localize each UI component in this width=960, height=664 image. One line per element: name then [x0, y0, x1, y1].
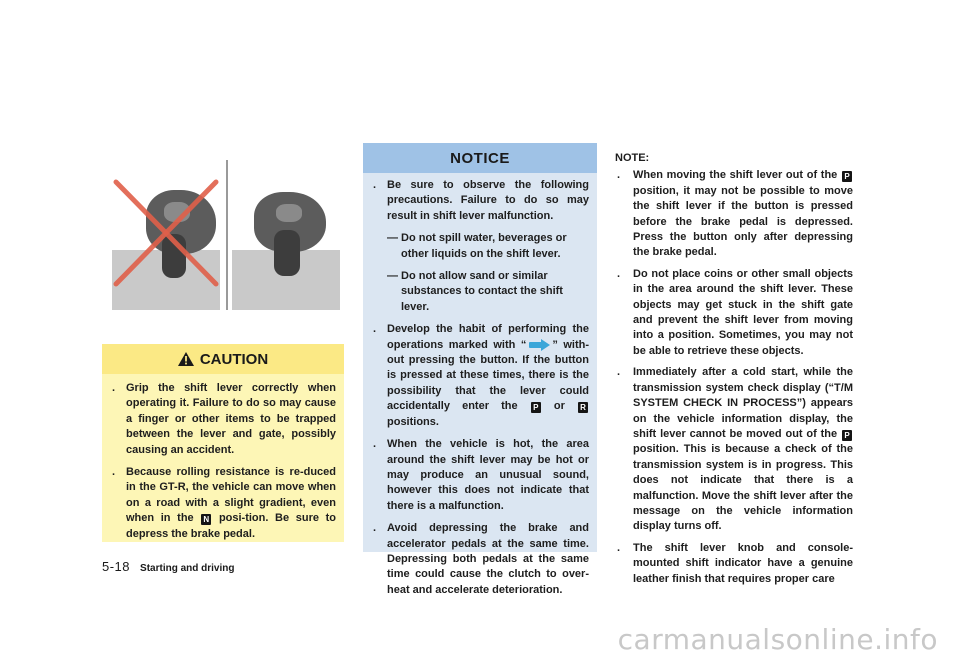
caution-title: CAUTION [199, 350, 269, 368]
caution-item: . Because rolling resistance is re-duced in the GT-R, the vehicle can move when on a road with a slight gradient, even when in the N posi-tion. Be sure to depress the brake pedal. [112, 466, 337, 540]
shift-lever-grip-figure [112, 160, 342, 310]
notice-header [363, 143, 597, 173]
caution-list [102, 381, 336, 549]
park-position-icon: P [531, 402, 541, 413]
reverse-position-icon: R [578, 402, 588, 413]
note-heading: NOTE: [615, 152, 650, 164]
correct-grip-photo [232, 160, 340, 310]
park-position-icon: P [842, 430, 852, 441]
note-item: . Immediately after a cold start, while the transmission system check display (“T/M SYSTEM CHECK IN PROCESS”) appears on the vehicle information display, the shift lever cannot be moved out of the P position. This is because a check of the transmission system is in progress. This does not indicate that there is a malfunction. Move the shift lever after the message on the vehicle information display turns off. [617, 366, 853, 533]
note-item: . When moving the shift lever out of the P position, it may not be possible to move the shift lever if the button is pressed before the brake pedal is depressed. Press the button only after depressing the brake pedal. [617, 169, 853, 259]
notice-subitem: — Do not spill water, beverages or other liquids on the shift lever. [387, 232, 567, 260]
section-title: Starting and driving [140, 563, 235, 574]
warning-triangle-icon [178, 352, 194, 366]
caution-box [102, 344, 344, 542]
notice-item: . Be sure to observe the following precautions. Failure to do so may result in shift lever malfunction. [373, 179, 589, 222]
notice-item: . Develop the habit of performing the operations marked with “ ” with-out pressing the button. If the button is pressed at these times, there is the possibility that the lever could accidentally enter the P or R positions. [373, 323, 589, 428]
red-x-icon [112, 178, 220, 288]
caution-header [102, 344, 344, 374]
notice-title: NOTICE [450, 149, 510, 167]
notice-item: . Avoid depressing the brake and accelerator pedals at the same time. Depressing both pedals at the same time could cause the clutch to over-heat and accelerate deterioration. [373, 522, 589, 596]
page-number: 5-18 [102, 559, 131, 574]
notice-list [363, 178, 589, 605]
note-item: . The shift lever knob and console-mounted shift indicator have a genuine leather finish that requires proper care [617, 541, 853, 585]
page-footer [102, 559, 234, 574]
notice-item: . When the vehicle is hot, the area around the shift lever may be hot or may produce an unusual sound, however this does not indicate that there is a malfunction. [373, 438, 589, 512]
notice-box [363, 143, 597, 596]
park-position-icon: P [842, 171, 852, 182]
figure-divider [226, 160, 228, 310]
arrow-right-icon [528, 339, 550, 351]
neutral-position-icon: N [201, 514, 211, 525]
caution-item: . Grip the shift lever correctly when operating it. Failure to do so may cause a finger or other items to be trapped between the lever and gate, possibly causing an accident. [112, 382, 336, 456]
note-section [615, 151, 853, 593]
note-item: . Do not place coins or other small objects in the area around the shift lever. These objects may get stuck in the shift gate and prevent the shift lever from moving into a position. Sometimes, you may not be able to retrieve these objects. [617, 267, 853, 357]
notice-subitem: — Do not allow sand or similar substances to contact the shift lever. [387, 270, 563, 313]
watermark: carmanualsonline.info [617, 623, 938, 656]
